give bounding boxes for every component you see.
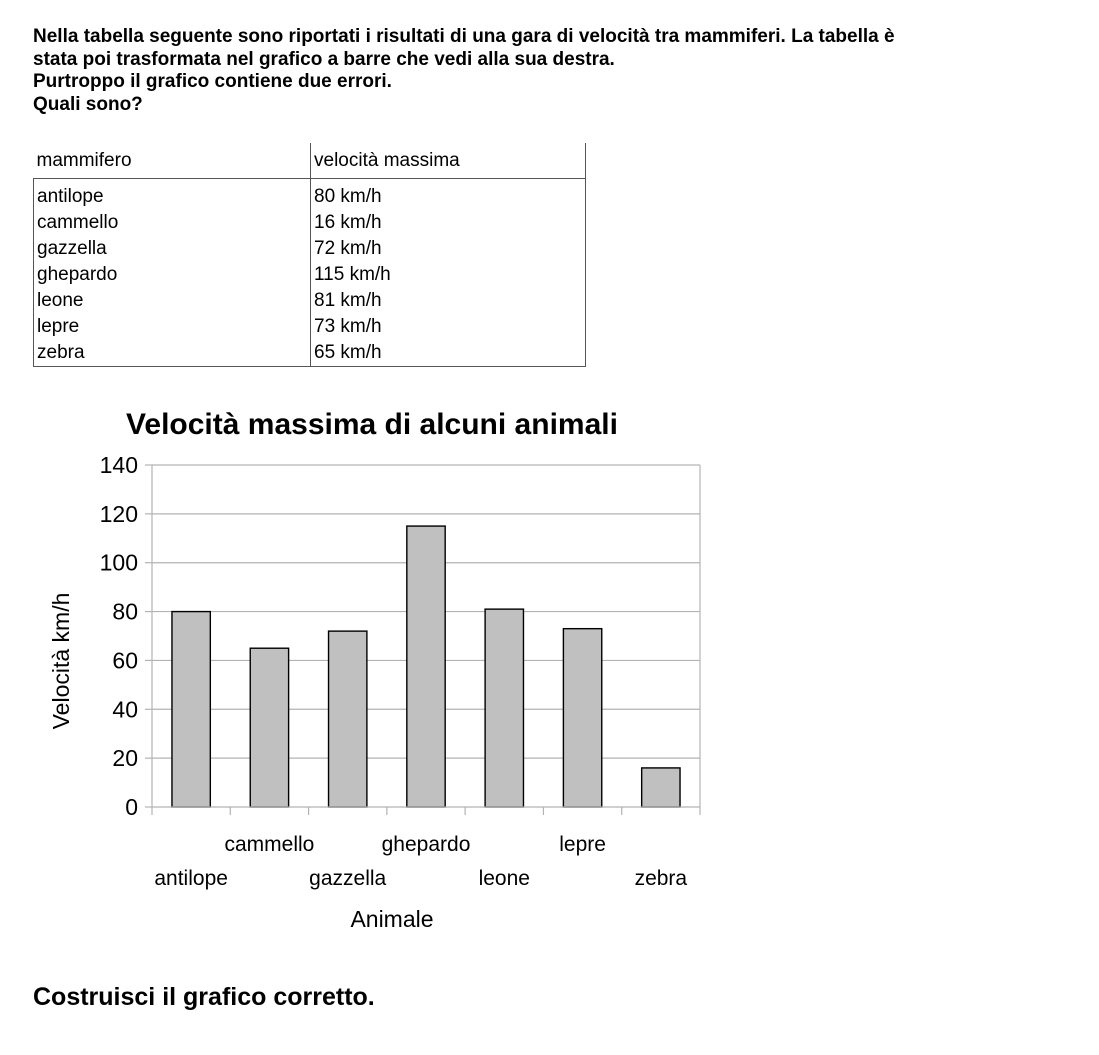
speed-cell: 73 km/h <box>311 314 586 340</box>
mammal-cell: antilope <box>34 179 311 211</box>
speed-cell: 72 km/h <box>311 236 586 262</box>
speed-cell: 80 km/h <box>311 179 586 211</box>
mammal-cell: ghepardo <box>34 262 311 288</box>
x-tick-label: ghepardo <box>381 833 471 856</box>
column-header-mammal: mammifero <box>34 143 311 179</box>
intro-line: stata poi trasformata nel grafico a barre che vedi alla sua destra. <box>33 48 615 70</box>
mammal-cell: zebra <box>34 340 311 367</box>
speed-cell: 16 km/h <box>311 210 586 236</box>
speed-cell: 81 km/h <box>311 288 586 314</box>
table-row <box>34 210 586 236</box>
x-tick-label: cammello <box>224 833 315 856</box>
x-tick-label: antilope <box>154 867 228 890</box>
mammal-cell: cammello <box>34 210 311 236</box>
y-tick-label: 40 <box>112 696 138 723</box>
y-tick-label: 120 <box>99 500 138 527</box>
y-tick-label: 0 <box>125 794 138 820</box>
bar-chart <box>0 395 760 955</box>
y-tick-label: 140 <box>99 452 138 478</box>
mammal-cell: gazzella <box>34 236 311 262</box>
bar <box>250 648 288 807</box>
intro-line: Nella tabella seguente sono riportati i risultati di una gara di velocità tra mammiferi. La tabella è <box>33 26 895 47</box>
table-row <box>34 236 586 262</box>
x-tick-label: zebra <box>634 867 688 890</box>
bars <box>172 526 680 807</box>
mammal-cell: leone <box>34 288 311 314</box>
bar <box>485 609 523 807</box>
table-row <box>34 288 586 314</box>
y-tick-label: 60 <box>112 647 138 674</box>
table-row <box>34 314 586 340</box>
speed-cell: 65 km/h <box>311 340 586 367</box>
x-tick-label: leone <box>478 867 530 890</box>
x-tick-label: lepre <box>559 833 606 856</box>
intro-text <box>33 26 1093 116</box>
bar <box>407 526 445 807</box>
y-axis-label: Velocità km/h <box>48 592 74 730</box>
table-row <box>34 340 586 367</box>
y-tick-label: 80 <box>112 598 138 625</box>
x-axis-label: Animale <box>350 906 434 932</box>
speed-table <box>33 143 586 367</box>
table-header-row <box>34 143 586 179</box>
y-tick-label: 20 <box>112 745 138 772</box>
mammal-cell: lepre <box>34 314 311 340</box>
speed-cell: 115 km/h <box>311 262 586 288</box>
task-instruction: Costruisci il grafico corretto. <box>33 983 375 1011</box>
bar <box>329 631 367 807</box>
intro-line: Purtroppo il grafico contiene due errori. <box>33 71 392 92</box>
y-tick-label: 100 <box>99 549 138 576</box>
intro-question: Quali sono? <box>33 93 143 115</box>
bar <box>563 629 601 807</box>
x-tick-label: gazzella <box>309 867 387 890</box>
table-row <box>34 179 586 211</box>
table-row <box>34 262 586 288</box>
bar <box>642 768 680 807</box>
bar <box>172 612 210 807</box>
chart-title: Velocità massima di alcuni animali <box>126 408 618 441</box>
column-header-speed: velocità massima <box>311 143 586 179</box>
